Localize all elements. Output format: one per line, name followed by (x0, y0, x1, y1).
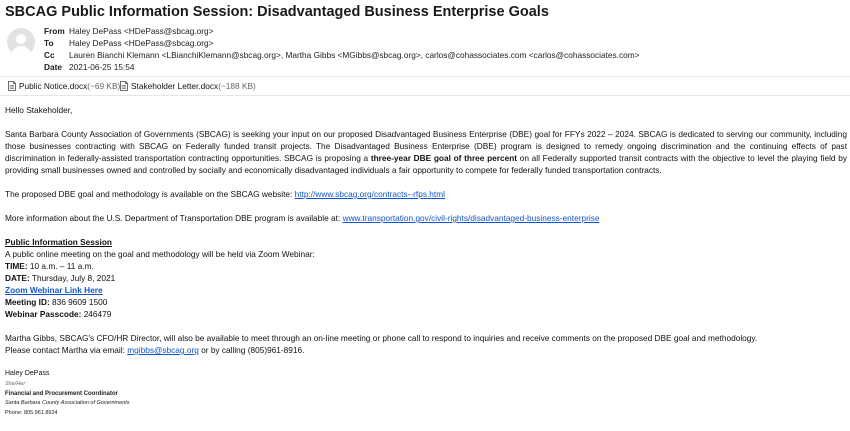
signature-name: Haley DePass (5, 370, 50, 377)
body-paragraph-1: Santa Barbara County Association of Governments (SBCAG) is seeking your input on our proposed Disadvantaged Business Enterprise (DBE) goal for FFYs 2022 – 2024. SBCAG is dedicated to serving our community, including those businesses contracting with SBCAG on Federally funded transit projects. The Disadvantaged Business Enterprise (DBE) program is designed to remedy ongoing discrimination and the continuing effects of past discrimination in federally-assisted transportation contracting opportunities. SBCAG is proposing a three-year DBE goal of three percent on all Federally supported transit contracts with the objective to level the playing field by providing small businesses owned and controlled by socially and economically disadvantaged individuals a fair opportunity to compete for federally funded transportation contracts. (5, 129, 847, 175)
signature-pronouns: She/Her (5, 381, 26, 387)
from-label: From (44, 26, 65, 36)
meeting-id: Meeting ID: 836 9609 1500 (5, 297, 108, 307)
email-body (5, 104, 847, 418)
to-value[interactable]: Haley DePass <HDePass@sbcag.org> (69, 38, 214, 48)
greeting: Hello Stakeholder, (5, 105, 73, 115)
date-value: 2021-06-25 15:54 (69, 62, 135, 72)
to-label: To (44, 38, 54, 48)
signature-org: Santa Barbara County Association of Governments (5, 400, 130, 406)
date-label: Date (44, 62, 62, 72)
session-date: DATE: Thursday, July 8, 2021 (5, 273, 116, 283)
body-paragraph-5-line-2: Please contact Martha via email: mgibbs@sbcag.org or by calling (805)961-8916. (5, 345, 305, 355)
dbe-goal-link[interactable]: http://www.sbcag.org/contracts--rfps.html (294, 189, 445, 199)
attachment-name: Stakeholder Letter.docx (131, 81, 219, 91)
sender-avatar-icon (7, 28, 35, 56)
attachment-size: (~188 KB) (218, 81, 256, 91)
attachment-public-notice[interactable] (8, 81, 120, 91)
cc-label: Cc (44, 50, 55, 60)
body-paragraph-5-line-1: Martha Gibbs, SBCAG's CFO/HR Director, will also be available to meet through an on-line meeting or phone call to respond to inquiries and receive comments on the proposed DBE goal and methodology. (5, 333, 758, 343)
document-icon (120, 81, 128, 91)
body-paragraph-3: More information about the U.S. Department of Transportation DBE program is available at: www.transportation.gov/civil-rights/disadvantaged-business-enterprise (5, 213, 600, 223)
attachment-name: Public Notice.docx (19, 81, 88, 91)
signature-phone: Phone: 805.961.8924 (5, 409, 58, 416)
cc-value[interactable]: Lauren Bianchi Klemann <LBianchiKlemann@sbcag.org>, Martha Gibbs <MGibbs@sbcag.org>, carlos@cohassociates.com <carlos@cohassociates.com> (69, 50, 640, 60)
session-intro: A public online meeting on the goal and methodology will be held via Zoom Webinar: (5, 249, 315, 259)
session-heading: Public Information Session (5, 237, 112, 247)
document-icon (8, 81, 16, 91)
body-paragraph-2: The proposed DBE goal and methodology is available on the SBCAG website: http://www.sbcag.org/contracts--rfps.html (5, 189, 445, 199)
attachments-bar (0, 76, 850, 96)
dot-dbe-link[interactable]: www.transportation.gov/civil-rights/disadvantaged-business-enterprise (342, 213, 600, 223)
email-link-mgibbs[interactable]: mgibbs@sbcag.org (127, 345, 199, 355)
attachment-size: (~69 KB) (87, 81, 121, 91)
email-subject: SBCAG Public Information Session: Disadvantaged Business Enterprise Goals (5, 4, 549, 20)
zoom-webinar-link[interactable]: Zoom Webinar Link Here (5, 285, 103, 295)
session-time: TIME: 10 a.m. – 11 a.m. (5, 261, 94, 271)
from-value[interactable]: Haley DePass <HDePass@sbcag.org> (69, 26, 214, 36)
attachment-stakeholder-letter[interactable] (120, 81, 256, 91)
signature-title: Financial and Procurement Coordinator (5, 390, 119, 397)
webinar-passcode: Webinar Passcode: 246479 (5, 309, 112, 319)
